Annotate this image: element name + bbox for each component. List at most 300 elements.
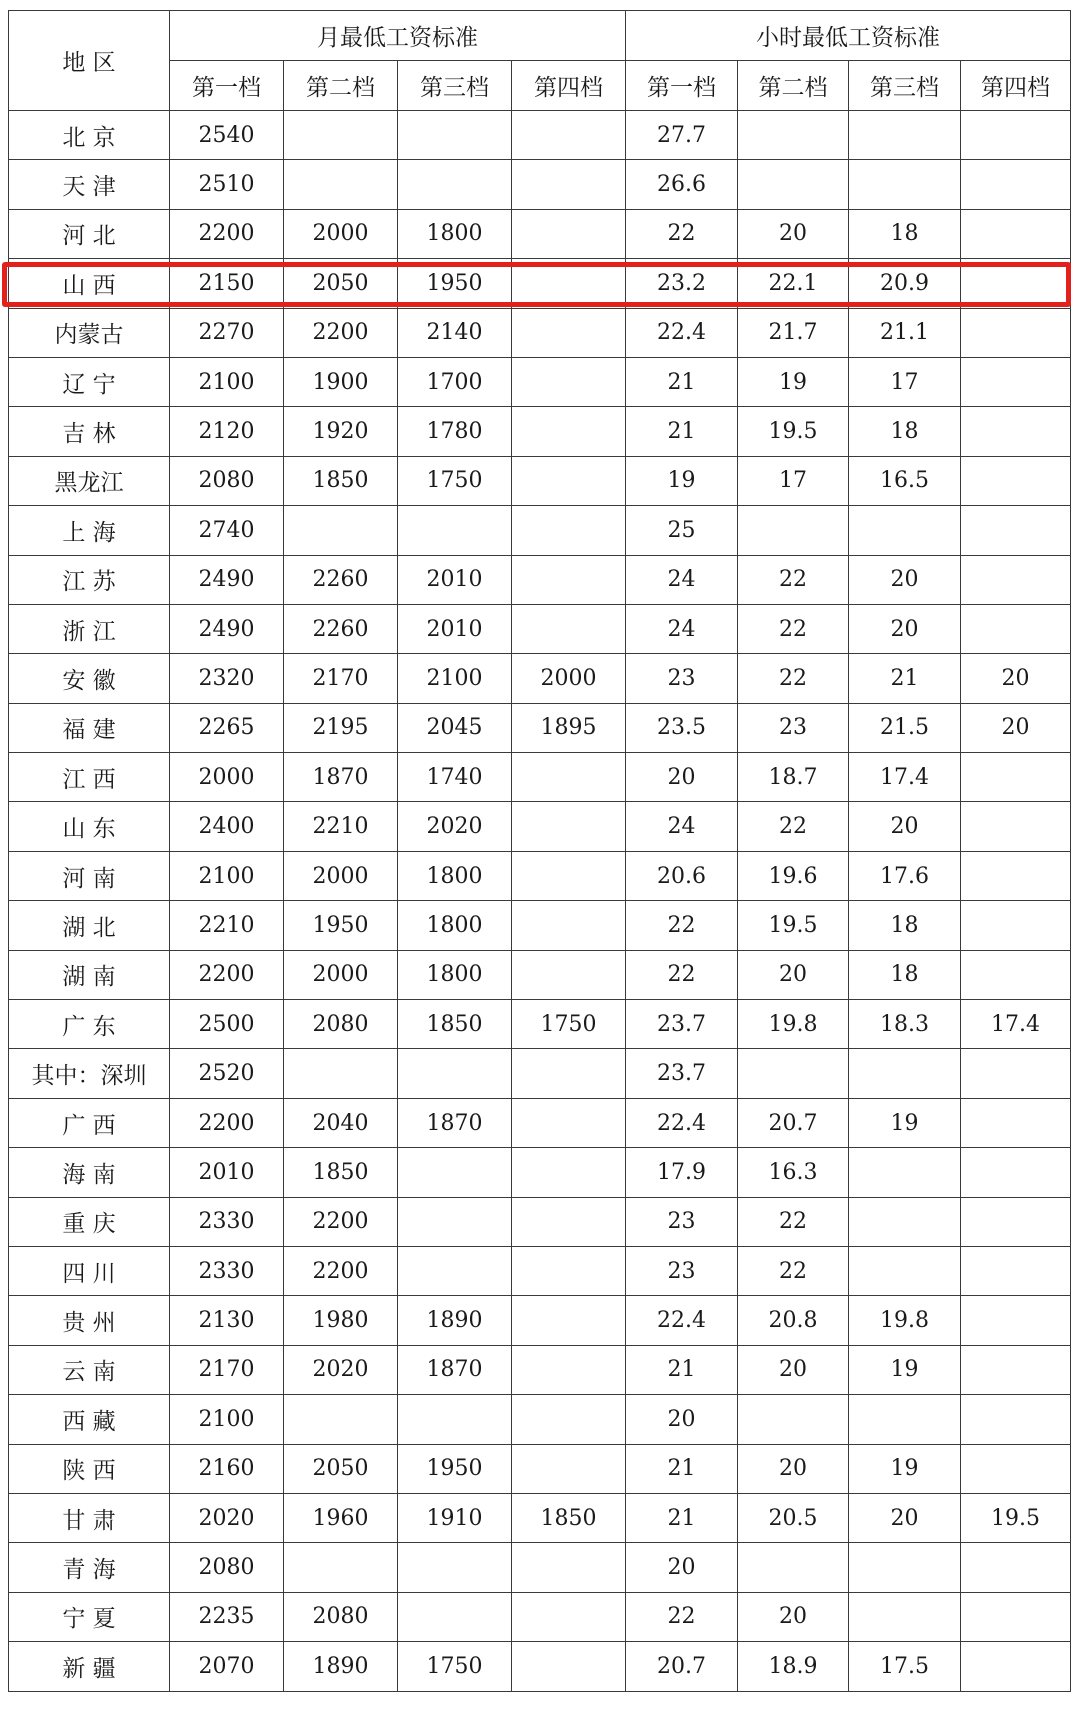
monthly-tier-4-cell [512, 1197, 626, 1246]
hourly-tier-1-cell: 23.2 [626, 259, 738, 308]
hourly-tier-2-cell: 21.7 [738, 308, 849, 357]
monthly-tier-2-cell: 2260 [284, 555, 398, 604]
hourly-tier-3-cell [849, 506, 961, 555]
hourly-tier-4-cell [961, 604, 1071, 653]
table-row [9, 209, 1071, 258]
hourly-tier-4-cell [961, 950, 1071, 999]
region-cell: 广 东 [9, 1000, 170, 1049]
hourly-tier-3-cell [849, 1246, 961, 1295]
table-row [9, 1000, 1071, 1049]
hourly-tier-4-cell [961, 555, 1071, 604]
monthly-tier-4-cell [512, 1592, 626, 1641]
monthly-tier-3-cell: 1750 [398, 1642, 512, 1691]
monthly-tier-1-cell: 2130 [170, 1296, 284, 1345]
region-cell: 其中：深圳 [9, 1049, 170, 1098]
monthly-tier-1-cell: 2010 [170, 1148, 284, 1197]
hourly-tier-2-cell: 22 [738, 604, 849, 653]
monthly-tier-2-cell: 2050 [284, 1444, 398, 1493]
hourly-tier-2-cell: 20 [738, 209, 849, 258]
monthly-tier-1-cell: 2330 [170, 1197, 284, 1246]
monthly-tier-1-cell: 2200 [170, 209, 284, 258]
hourly-tier-1-cell: 24 [626, 604, 738, 653]
table-row [9, 1049, 1071, 1098]
monthly-tier-3-cell: 1800 [398, 901, 512, 950]
monthly-tier-3-cell [398, 1395, 512, 1444]
monthly-tier-3-cell: 1800 [398, 209, 512, 258]
monthly-tier-1-cell: 2400 [170, 802, 284, 851]
monthly-tier-4-cell: 2000 [512, 654, 626, 703]
table-row [9, 456, 1071, 505]
monthly-tier-4-cell [512, 604, 626, 653]
hourly-tier-2-cell: 22 [738, 1197, 849, 1246]
hourly-tier-2-cell [738, 111, 849, 160]
monthly-tier-3-cell: 2045 [398, 703, 512, 752]
hourly-tier-3-cell: 19 [849, 1098, 961, 1147]
monthly-tier-1-cell: 2490 [170, 555, 284, 604]
table-body [9, 111, 1071, 1692]
monthly-tier-3-header: 第三档 [398, 61, 512, 111]
monthly-tier-2-cell: 1870 [284, 753, 398, 802]
hourly-tier-1-cell: 21 [626, 1444, 738, 1493]
table-row [9, 1246, 1071, 1295]
monthly-tier-1-cell: 2150 [170, 259, 284, 308]
monthly-tier-3-cell: 1950 [398, 259, 512, 308]
monthly-tier-3-cell: 2010 [398, 555, 512, 604]
monthly-tier-1-cell: 2520 [170, 1049, 284, 1098]
table-row [9, 1543, 1071, 1592]
hourly-wage-header: 小时最低工资标准 [626, 11, 1071, 61]
hourly-tier-2-cell: 18.7 [738, 753, 849, 802]
monthly-tier-3-cell: 1750 [398, 456, 512, 505]
monthly-tier-2-cell: 2020 [284, 1345, 398, 1394]
hourly-tier-2-cell: 22 [738, 555, 849, 604]
monthly-tier-2-cell: 2260 [284, 604, 398, 653]
hourly-tier-1-cell: 27.7 [626, 111, 738, 160]
hourly-tier-3-cell: 21 [849, 654, 961, 703]
hourly-tier-3-cell: 20 [849, 802, 961, 851]
table-row [9, 259, 1071, 308]
region-cell: 云 南 [9, 1345, 170, 1394]
hourly-tier-1-cell: 24 [626, 802, 738, 851]
monthly-tier-1-cell: 2265 [170, 703, 284, 752]
hourly-tier-1-header: 第一档 [626, 61, 738, 111]
table-row [9, 1642, 1071, 1691]
monthly-tier-4-cell [512, 209, 626, 258]
hourly-tier-2-cell: 19.8 [738, 1000, 849, 1049]
monthly-tier-3-cell: 1850 [398, 1000, 512, 1049]
monthly-tier-2-cell [284, 1049, 398, 1098]
hourly-tier-1-cell: 22.4 [626, 1098, 738, 1147]
hourly-tier-2-cell: 20.5 [738, 1493, 849, 1542]
table-row [9, 654, 1071, 703]
hourly-tier-2-cell: 22 [738, 802, 849, 851]
region-cell: 重 庆 [9, 1197, 170, 1246]
region-cell: 湖 北 [9, 901, 170, 950]
monthly-tier-2-cell: 1890 [284, 1642, 398, 1691]
monthly-tier-3-cell: 1700 [398, 357, 512, 406]
monthly-tier-2-cell: 2000 [284, 209, 398, 258]
hourly-tier-2-cell: 22 [738, 1246, 849, 1295]
header-row-groups [9, 11, 1071, 61]
region-cell: 辽 宁 [9, 357, 170, 406]
hourly-tier-3-cell: 20 [849, 1493, 961, 1542]
table-row [9, 802, 1071, 851]
monthly-tier-2-cell: 1980 [284, 1296, 398, 1345]
monthly-tier-1-cell: 2120 [170, 407, 284, 456]
region-cell: 甘 肃 [9, 1493, 170, 1542]
region-cell: 贵 州 [9, 1296, 170, 1345]
hourly-tier-1-cell: 23.7 [626, 1049, 738, 1098]
monthly-tier-4-cell [512, 407, 626, 456]
hourly-tier-4-cell [961, 259, 1071, 308]
monthly-tier-2-cell [284, 160, 398, 209]
region-cell: 山 西 [9, 259, 170, 308]
region-cell: 江 苏 [9, 555, 170, 604]
hourly-tier-1-cell: 20.6 [626, 851, 738, 900]
hourly-tier-2-cell: 19.6 [738, 851, 849, 900]
hourly-tier-4-cell [961, 407, 1071, 456]
hourly-tier-3-cell [849, 1592, 961, 1641]
table-row [9, 1197, 1071, 1246]
hourly-tier-4-cell [961, 1148, 1071, 1197]
hourly-tier-1-cell: 21 [626, 1345, 738, 1394]
hourly-tier-2-cell: 20 [738, 1444, 849, 1493]
hourly-tier-2-cell [738, 160, 849, 209]
monthly-tier-3-cell: 1910 [398, 1493, 512, 1542]
monthly-tier-3-cell: 1950 [398, 1444, 512, 1493]
hourly-tier-3-cell: 18 [849, 407, 961, 456]
monthly-tier-1-cell: 2070 [170, 1642, 284, 1691]
region-cell: 四 川 [9, 1246, 170, 1295]
region-cell: 青 海 [9, 1543, 170, 1592]
hourly-tier-3-header: 第三档 [849, 61, 961, 111]
monthly-tier-4-cell [512, 851, 626, 900]
monthly-tier-1-cell: 2320 [170, 654, 284, 703]
hourly-tier-4-cell [961, 1098, 1071, 1147]
monthly-tier-3-cell: 1800 [398, 851, 512, 900]
hourly-tier-2-header: 第二档 [738, 61, 849, 111]
hourly-tier-1-cell: 17.9 [626, 1148, 738, 1197]
hourly-tier-1-cell: 25 [626, 506, 738, 555]
hourly-tier-4-cell [961, 1296, 1071, 1345]
monthly-tier-2-cell: 2210 [284, 802, 398, 851]
monthly-tier-1-cell: 2330 [170, 1246, 284, 1295]
monthly-tier-3-cell [398, 160, 512, 209]
monthly-tier-2-cell: 1900 [284, 357, 398, 406]
monthly-tier-3-cell [398, 1543, 512, 1592]
hourly-tier-1-cell: 23.5 [626, 703, 738, 752]
hourly-tier-1-cell: 26.6 [626, 160, 738, 209]
monthly-tier-3-cell: 2020 [398, 802, 512, 851]
monthly-tier-2-cell: 2040 [284, 1098, 398, 1147]
region-cell: 河 南 [9, 851, 170, 900]
hourly-tier-1-cell: 23 [626, 654, 738, 703]
table-row [9, 1098, 1071, 1147]
monthly-tier-2-cell [284, 506, 398, 555]
hourly-tier-4-cell [961, 901, 1071, 950]
monthly-tier-2-cell: 1960 [284, 1493, 398, 1542]
hourly-tier-2-cell: 20.8 [738, 1296, 849, 1345]
region-cell: 天 津 [9, 160, 170, 209]
hourly-tier-1-cell: 22 [626, 209, 738, 258]
hourly-tier-1-cell: 21 [626, 407, 738, 456]
hourly-tier-4-cell [961, 1049, 1071, 1098]
region-cell: 宁 夏 [9, 1592, 170, 1641]
monthly-tier-4-cell [512, 111, 626, 160]
monthly-tier-4-cell [512, 1296, 626, 1345]
region-cell: 内蒙古 [9, 308, 170, 357]
hourly-tier-3-cell: 18 [849, 209, 961, 258]
monthly-tier-2-cell: 2200 [284, 1197, 398, 1246]
region-cell: 西 藏 [9, 1395, 170, 1444]
monthly-tier-4-cell [512, 1345, 626, 1394]
hourly-tier-1-cell: 20.7 [626, 1642, 738, 1691]
hourly-tier-2-cell [738, 1543, 849, 1592]
monthly-tier-3-cell: 1800 [398, 950, 512, 999]
hourly-tier-2-cell: 19 [738, 357, 849, 406]
hourly-tier-4-cell [961, 1543, 1071, 1592]
region-cell: 河 北 [9, 209, 170, 258]
table-row [9, 1345, 1071, 1394]
table-header [9, 11, 1071, 111]
region-cell: 湖 南 [9, 950, 170, 999]
hourly-tier-4-cell [961, 1642, 1071, 1691]
monthly-tier-4-cell: 1750 [512, 1000, 626, 1049]
hourly-tier-4-cell [961, 160, 1071, 209]
monthly-tier-4-cell [512, 802, 626, 851]
region-cell: 上 海 [9, 506, 170, 555]
hourly-tier-1-cell: 22 [626, 1592, 738, 1641]
hourly-tier-3-cell: 18 [849, 950, 961, 999]
hourly-tier-3-cell [849, 1148, 961, 1197]
monthly-tier-1-cell: 2490 [170, 604, 284, 653]
hourly-tier-3-cell: 20 [849, 604, 961, 653]
region-cell: 广 西 [9, 1098, 170, 1147]
monthly-tier-3-cell: 2100 [398, 654, 512, 703]
monthly-tier-2-cell: 2050 [284, 259, 398, 308]
minimum-wage-table [8, 10, 1071, 1692]
monthly-tier-2-cell: 2000 [284, 950, 398, 999]
monthly-tier-2-cell: 2195 [284, 703, 398, 752]
region-cell: 福 建 [9, 703, 170, 752]
region-cell: 浙 江 [9, 604, 170, 653]
hourly-tier-4-cell [961, 209, 1071, 258]
hourly-tier-3-cell [849, 160, 961, 209]
monthly-tier-3-cell [398, 111, 512, 160]
table-row [9, 160, 1071, 209]
monthly-tier-3-cell: 1780 [398, 407, 512, 456]
table-row [9, 1493, 1071, 1542]
hourly-tier-1-cell: 22 [626, 901, 738, 950]
hourly-tier-3-cell: 18 [849, 901, 961, 950]
monthly-tier-4-cell [512, 555, 626, 604]
monthly-tier-1-cell: 2540 [170, 111, 284, 160]
monthly-tier-1-cell: 2235 [170, 1592, 284, 1641]
monthly-tier-3-cell [398, 1246, 512, 1295]
monthly-tier-1-cell: 2020 [170, 1493, 284, 1542]
monthly-tier-3-cell [398, 506, 512, 555]
hourly-tier-3-cell: 19.8 [849, 1296, 961, 1345]
monthly-tier-3-cell: 1740 [398, 753, 512, 802]
hourly-tier-1-cell: 19 [626, 456, 738, 505]
hourly-tier-4-cell [961, 111, 1071, 160]
hourly-tier-3-cell: 19 [849, 1444, 961, 1493]
table-row [9, 901, 1071, 950]
hourly-tier-1-cell: 22.4 [626, 1296, 738, 1345]
monthly-tier-2-cell: 1850 [284, 1148, 398, 1197]
monthly-tier-4-cell [512, 753, 626, 802]
hourly-tier-3-cell: 17 [849, 357, 961, 406]
monthly-tier-4-cell [512, 357, 626, 406]
hourly-tier-1-cell: 22 [626, 950, 738, 999]
monthly-tier-1-cell: 2160 [170, 1444, 284, 1493]
monthly-tier-4-cell [512, 1642, 626, 1691]
hourly-tier-3-cell: 16.5 [849, 456, 961, 505]
monthly-tier-1-cell: 2100 [170, 851, 284, 900]
monthly-tier-1-cell: 2100 [170, 1395, 284, 1444]
hourly-tier-4-cell: 20 [961, 654, 1071, 703]
hourly-tier-1-cell: 23 [626, 1246, 738, 1295]
hourly-tier-2-cell: 19.5 [738, 407, 849, 456]
region-cell: 海 南 [9, 1148, 170, 1197]
monthly-tier-4-cell [512, 1444, 626, 1493]
monthly-tier-2-cell: 2200 [284, 308, 398, 357]
monthly-tier-2-cell: 2000 [284, 851, 398, 900]
hourly-tier-1-cell: 23 [626, 1197, 738, 1246]
region-cell: 江 西 [9, 753, 170, 802]
monthly-tier-2-cell: 1920 [284, 407, 398, 456]
hourly-tier-2-cell [738, 1395, 849, 1444]
hourly-tier-1-cell: 20 [626, 1543, 738, 1592]
hourly-tier-2-cell: 20 [738, 950, 849, 999]
monthly-tier-3-cell [398, 1049, 512, 1098]
monthly-tier-1-cell: 2200 [170, 950, 284, 999]
hourly-tier-3-cell [849, 1543, 961, 1592]
hourly-tier-1-cell: 23.7 [626, 1000, 738, 1049]
monthly-tier-3-cell: 2140 [398, 308, 512, 357]
monthly-tier-2-cell: 2170 [284, 654, 398, 703]
monthly-tier-1-header: 第一档 [170, 61, 284, 111]
monthly-tier-1-cell: 2510 [170, 160, 284, 209]
hourly-tier-4-cell [961, 802, 1071, 851]
table-row [9, 604, 1071, 653]
monthly-tier-1-cell: 2500 [170, 1000, 284, 1049]
hourly-tier-3-cell: 20.9 [849, 259, 961, 308]
monthly-tier-4-cell [512, 950, 626, 999]
monthly-tier-3-cell [398, 1148, 512, 1197]
hourly-tier-2-cell: 22 [738, 654, 849, 703]
table-row [9, 111, 1071, 160]
table-row [9, 1148, 1071, 1197]
hourly-tier-4-cell [961, 1345, 1071, 1394]
monthly-tier-1-cell: 2080 [170, 456, 284, 505]
monthly-wage-header: 月最低工资标准 [170, 11, 626, 61]
monthly-tier-4-cell [512, 456, 626, 505]
hourly-tier-4-cell [961, 851, 1071, 900]
hourly-tier-3-cell: 21.1 [849, 308, 961, 357]
hourly-tier-4-cell [961, 1197, 1071, 1246]
table-row [9, 851, 1071, 900]
monthly-tier-1-cell: 2080 [170, 1543, 284, 1592]
monthly-tier-2-cell: 1950 [284, 901, 398, 950]
monthly-tier-2-cell [284, 111, 398, 160]
monthly-tier-2-cell [284, 1395, 398, 1444]
monthly-tier-1-cell: 2200 [170, 1098, 284, 1147]
hourly-tier-4-cell [961, 1592, 1071, 1641]
region-cell: 北 京 [9, 111, 170, 160]
monthly-tier-4-cell [512, 259, 626, 308]
monthly-tier-2-cell: 2080 [284, 1592, 398, 1641]
hourly-tier-4-cell: 17.4 [961, 1000, 1071, 1049]
table-row [9, 1592, 1071, 1641]
hourly-tier-1-cell: 22.4 [626, 308, 738, 357]
hourly-tier-2-cell: 22.1 [738, 259, 849, 308]
monthly-tier-4-header: 第四档 [512, 61, 626, 111]
monthly-tier-3-cell: 1870 [398, 1098, 512, 1147]
monthly-tier-1-cell: 2270 [170, 308, 284, 357]
region-cell: 安 徽 [9, 654, 170, 703]
hourly-tier-2-cell: 23 [738, 703, 849, 752]
hourly-tier-1-cell: 20 [626, 1395, 738, 1444]
monthly-tier-3-cell: 2010 [398, 604, 512, 653]
monthly-tier-4-cell [512, 1098, 626, 1147]
region-cell: 山 东 [9, 802, 170, 851]
monthly-tier-3-cell [398, 1592, 512, 1641]
hourly-tier-4-cell [961, 308, 1071, 357]
hourly-tier-4-cell [961, 506, 1071, 555]
hourly-tier-3-cell: 18.3 [849, 1000, 961, 1049]
region-cell: 陕 西 [9, 1444, 170, 1493]
monthly-tier-1-cell: 2740 [170, 506, 284, 555]
hourly-tier-2-cell: 16.3 [738, 1148, 849, 1197]
hourly-tier-4-cell [961, 357, 1071, 406]
hourly-tier-4-cell [961, 456, 1071, 505]
table-row [9, 1444, 1071, 1493]
hourly-tier-1-cell: 21 [626, 357, 738, 406]
hourly-tier-4-cell: 20 [961, 703, 1071, 752]
table-row [9, 555, 1071, 604]
hourly-tier-1-cell: 24 [626, 555, 738, 604]
hourly-tier-3-cell [849, 1395, 961, 1444]
monthly-tier-4-cell [512, 1395, 626, 1444]
hourly-tier-3-cell [849, 111, 961, 160]
table-row [9, 308, 1071, 357]
region-cell: 黑龙江 [9, 456, 170, 505]
monthly-tier-4-cell [512, 1049, 626, 1098]
hourly-tier-2-cell: 20 [738, 1592, 849, 1641]
monthly-tier-4-cell [512, 308, 626, 357]
hourly-tier-2-cell: 19.5 [738, 901, 849, 950]
hourly-tier-3-cell: 20 [849, 555, 961, 604]
hourly-tier-1-cell: 20 [626, 753, 738, 802]
hourly-tier-2-cell: 20 [738, 1345, 849, 1394]
monthly-tier-2-cell [284, 1543, 398, 1592]
monthly-tier-3-cell: 1890 [398, 1296, 512, 1345]
table-row [9, 407, 1071, 456]
hourly-tier-3-cell: 17.5 [849, 1642, 961, 1691]
monthly-tier-4-cell [512, 1543, 626, 1592]
table-row [9, 753, 1071, 802]
table-row [9, 506, 1071, 555]
region-cell: 吉 林 [9, 407, 170, 456]
hourly-tier-3-cell: 19 [849, 1345, 961, 1394]
hourly-tier-3-cell: 21.5 [849, 703, 961, 752]
table-row [9, 357, 1071, 406]
monthly-tier-3-cell: 1870 [398, 1345, 512, 1394]
monthly-tier-4-cell [512, 160, 626, 209]
hourly-tier-4-cell [961, 1444, 1071, 1493]
hourly-tier-3-cell [849, 1197, 961, 1246]
